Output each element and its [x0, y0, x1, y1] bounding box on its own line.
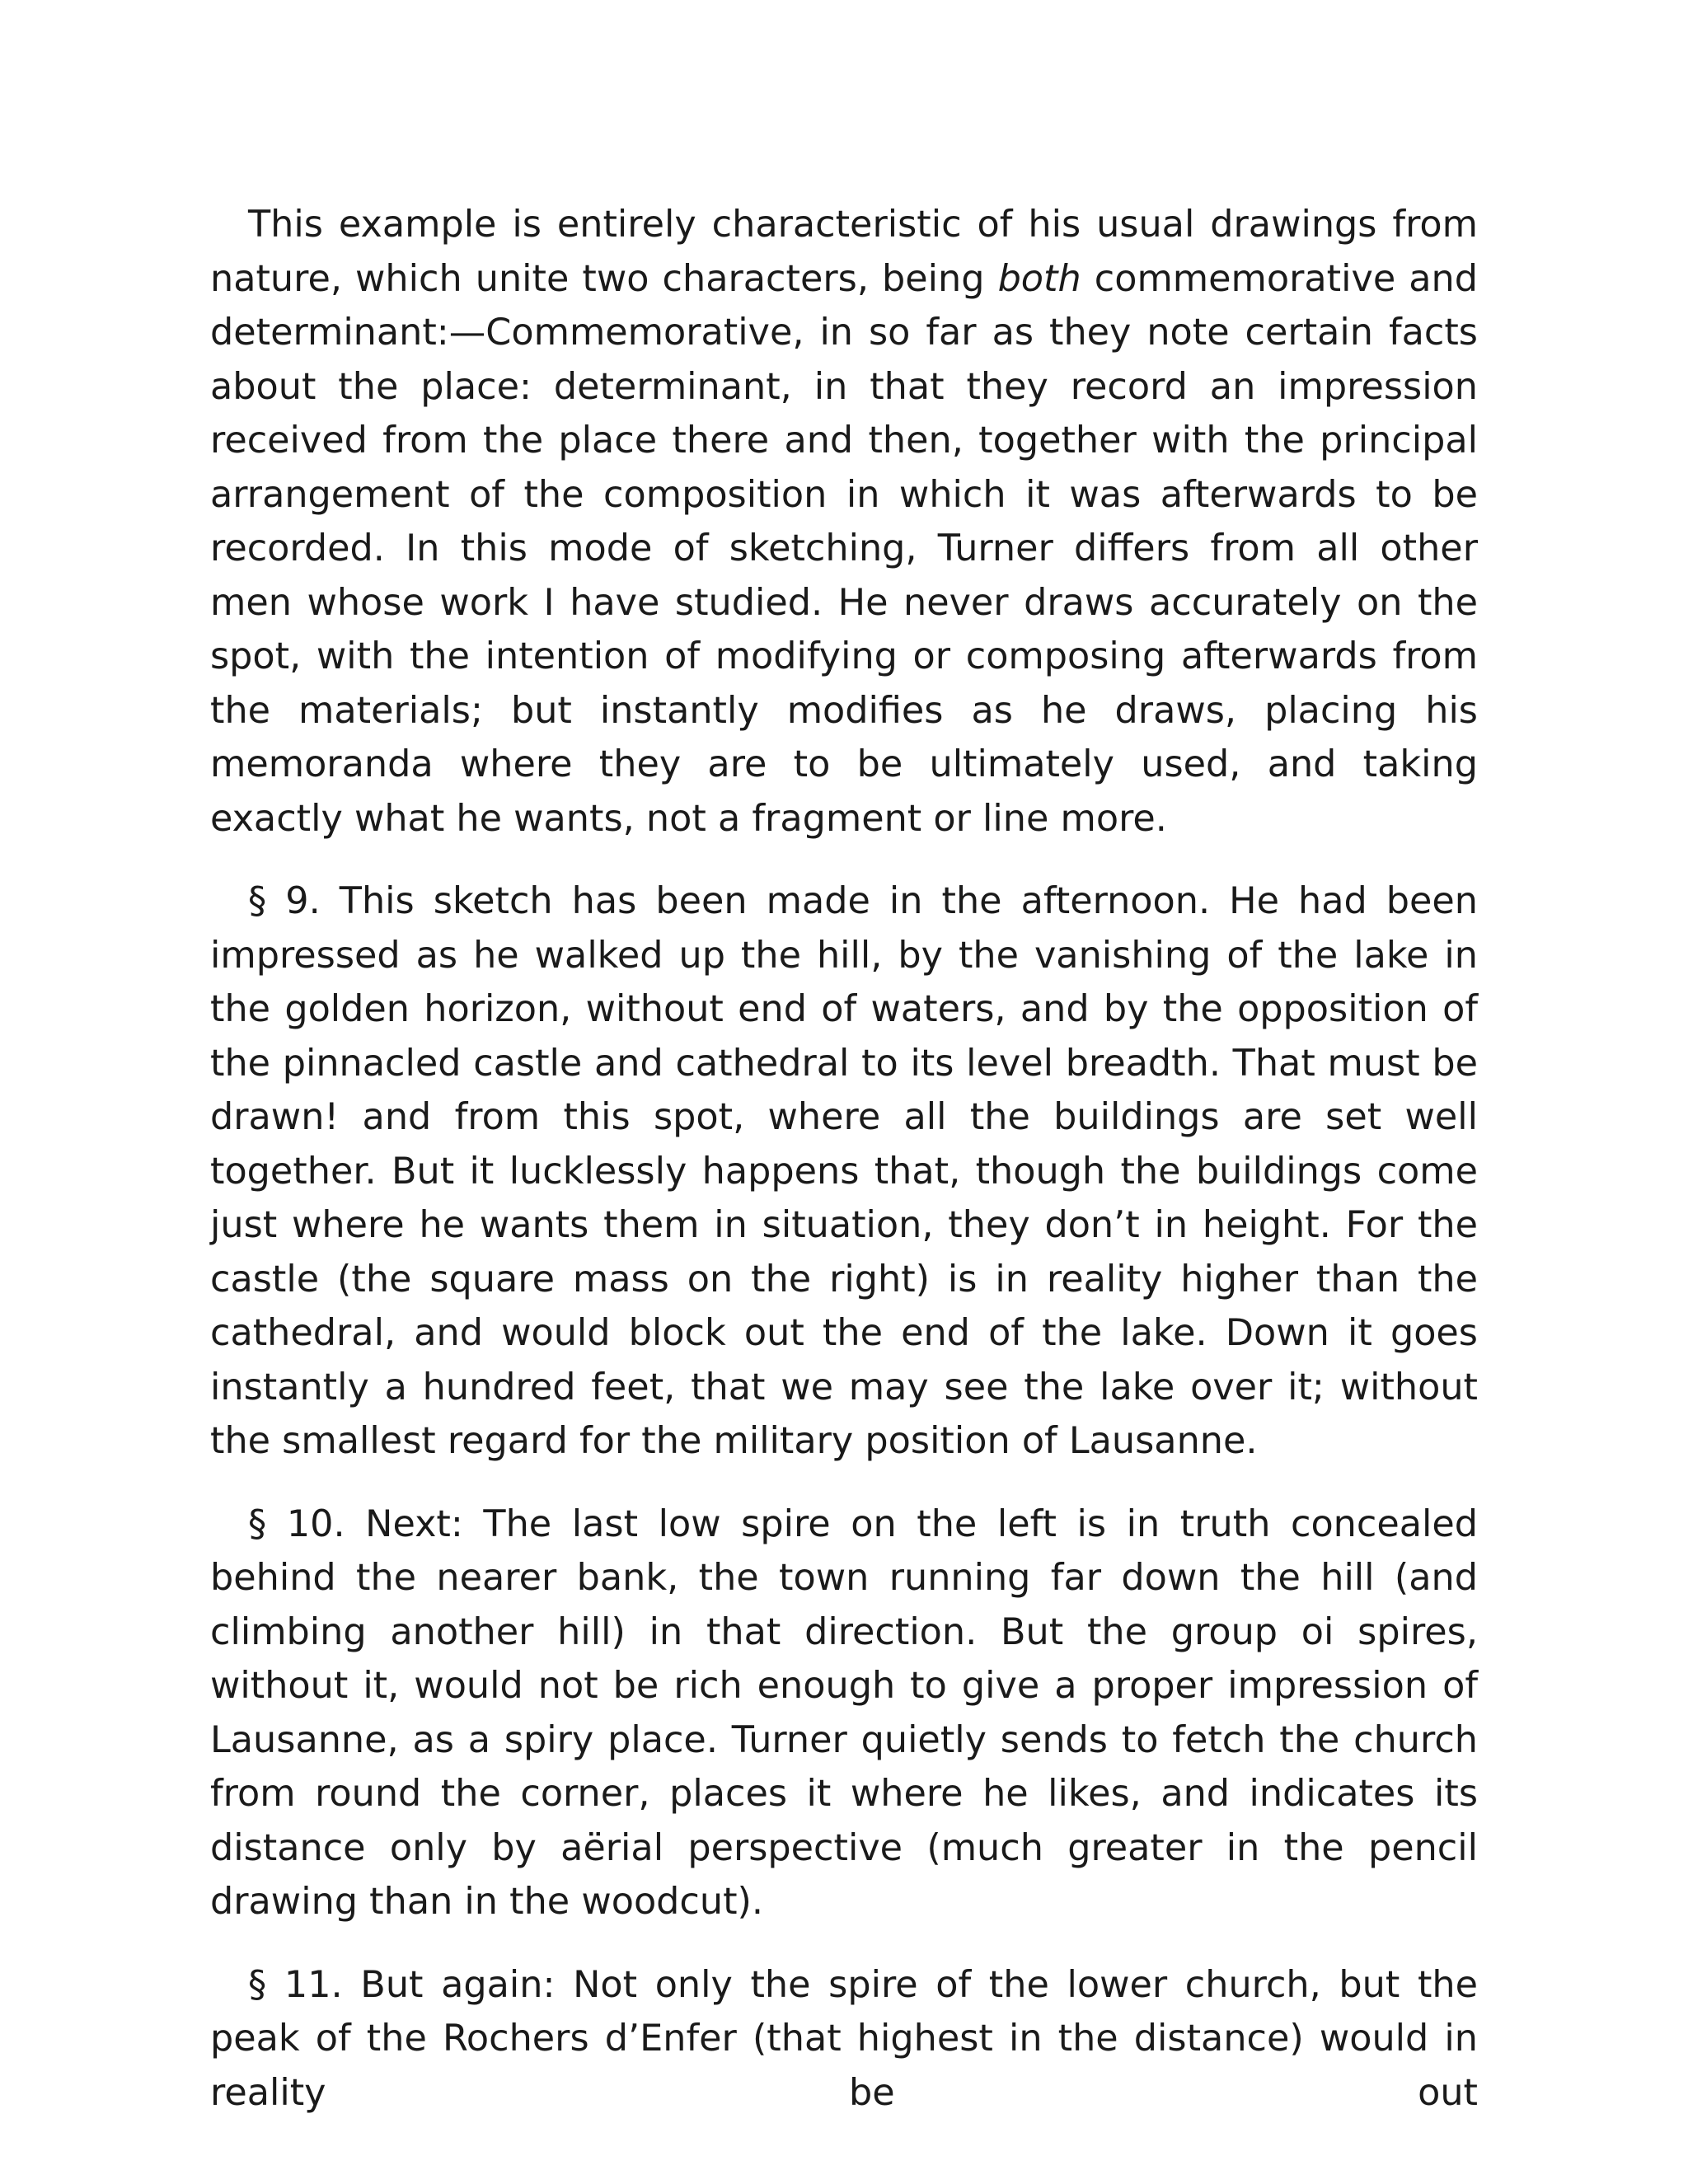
paragraph-section-9: § 9. This sketch has been made in the afternoon. He had been impressed as he walked up the hill, by the vanishing of the lake in the golden horizon, without end of waters, and by the opposition of the pinnacled castle and cathedral to its level breadth. That must be drawn! and from this spot, where all the buildings are set well together. But it lucklessly happens that, though the buildings come just where he wants them in situation, they don’t in height. For the castle (the square mass on the right) is in reality higher than the cathedral, and would block out the end of the lake. Down it goes instantly a hundred feet, that we may see the lake over it; without the smallest regard for the military position of Lausanne.	[210, 880, 1478, 1462]
paragraph-section-11: § 11. But again: Not only the spire of the lower church, but the peak of the Rochers d’Enfer (that highest in the distance) would in reality be out	[210, 1963, 1478, 2114]
emphasis-both: both	[997, 257, 1081, 300]
page-body	[210, 198, 1478, 2149]
paragraph-intro-text-after: commemorative and determinant:—Commemorative, in so far as they note certain facts about the place: determinant, in that they record an impression received from the place there and then, together with the principal arrangement of the composition in which it was afterwards to be recorded. In this mode of sketching, Turner differs from all other men whose work I have studied. He never draws accurately on the spot, with the intention of modifying or composing afterwards from the materials; but instantly modifies as he draws, placing his memoranda where they are to be ultimately used, and taking exactly what he wants, not a fragment or line more.	[210, 257, 1478, 840]
paragraph-intro	[210, 198, 1478, 846]
paragraph-section-10: § 10. Next: The last low spire on the left is in truth concealed behind the nearer bank, the town running far down the hill (and climbing another hill) in that direction. But the group oi spires, without it, would not be rich enough to give a proper impression of Lausanne, as a spiry place. Turner quietly sends to fetch the church from round the corner, places it where he likes, and indicates its distance only by aërial perspective (much greater in the pencil drawing than in the woodcut).	[210, 1502, 1478, 1923]
paragraph-intro-text-before: This example is entirely characteristic of his usual drawings from nature, which unite two characters, being	[210, 204, 1478, 300]
